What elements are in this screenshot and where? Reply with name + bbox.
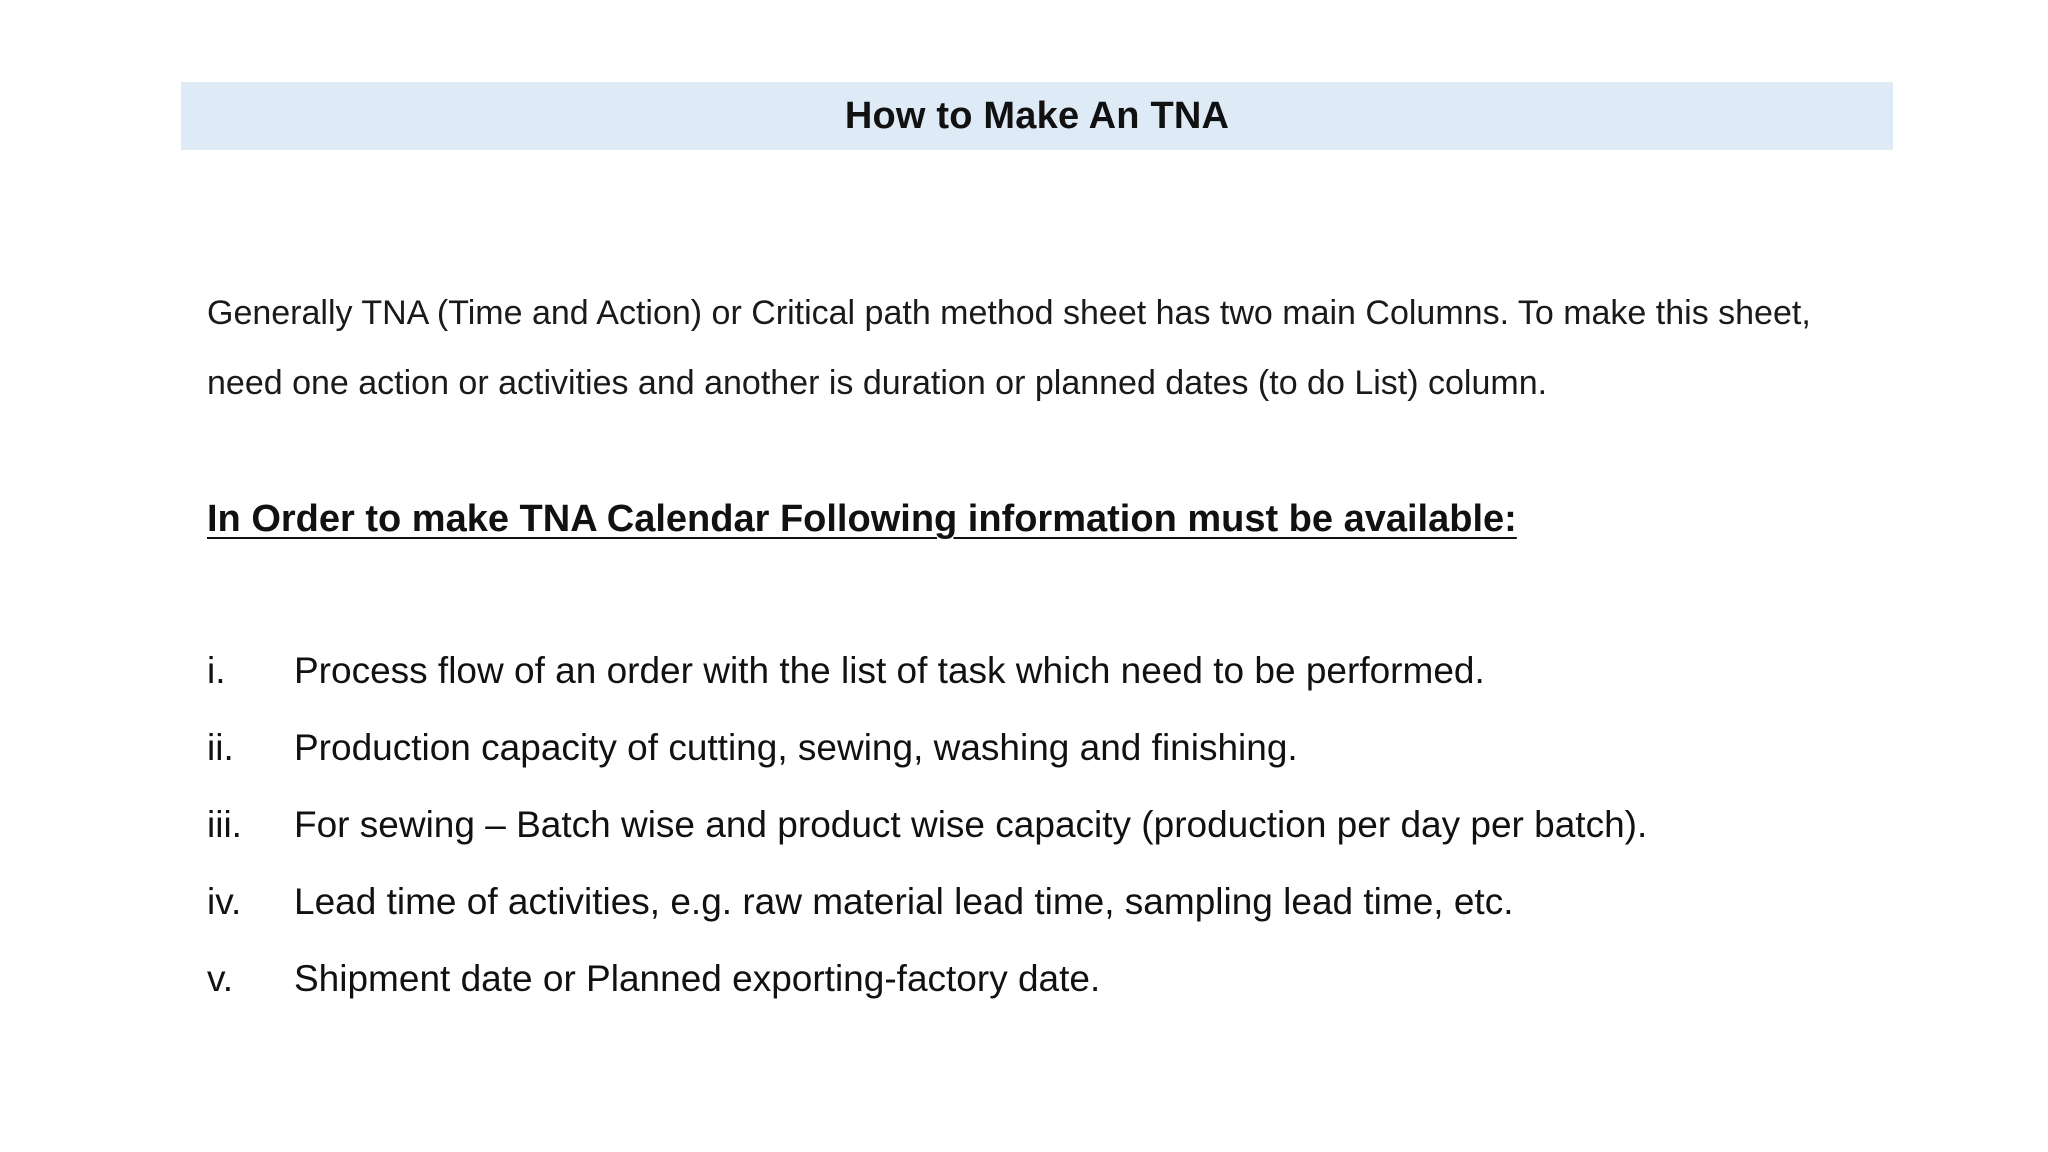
list-item-marker: iv. [207, 881, 242, 922]
list-item-marker: ii. [207, 727, 234, 768]
list-item [207, 650, 1887, 727]
list-item-marker: i. [207, 650, 226, 691]
section-heading: In Order to make TNA Calendar Following information must be available: [207, 498, 1517, 540]
list-item [207, 958, 1887, 1035]
list-item [207, 804, 1887, 881]
title-banner [181, 82, 1893, 150]
list-item-text: Production capacity of cutting, sewing, washing and finishing. [294, 727, 1298, 768]
list-item-text: Lead time of activities, e.g. raw material lead time, sampling lead time, etc. [294, 881, 1514, 922]
page-title: How to Make An TNA [844, 94, 1230, 137]
list-item-text: For sewing – Batch wise and product wise capacity (production per day per batch). [294, 804, 1648, 845]
intro-paragraph: Generally TNA (Time and Action) or Critical path method sheet has two main Columns. To make this sheet, need one action or activities and another is duration or planned dates (to do List) column. [207, 294, 1811, 402]
list-item [207, 727, 1887, 804]
requirements-list [207, 650, 1887, 1035]
list-item [207, 881, 1887, 958]
list-item-text: Shipment date or Planned exporting-factory date. [294, 958, 1101, 999]
list-item-marker: iii. [207, 804, 242, 845]
list-item-marker: v. [207, 958, 234, 999]
list-item-text: Process flow of an order with the list of task which need to be performed. [294, 650, 1485, 691]
